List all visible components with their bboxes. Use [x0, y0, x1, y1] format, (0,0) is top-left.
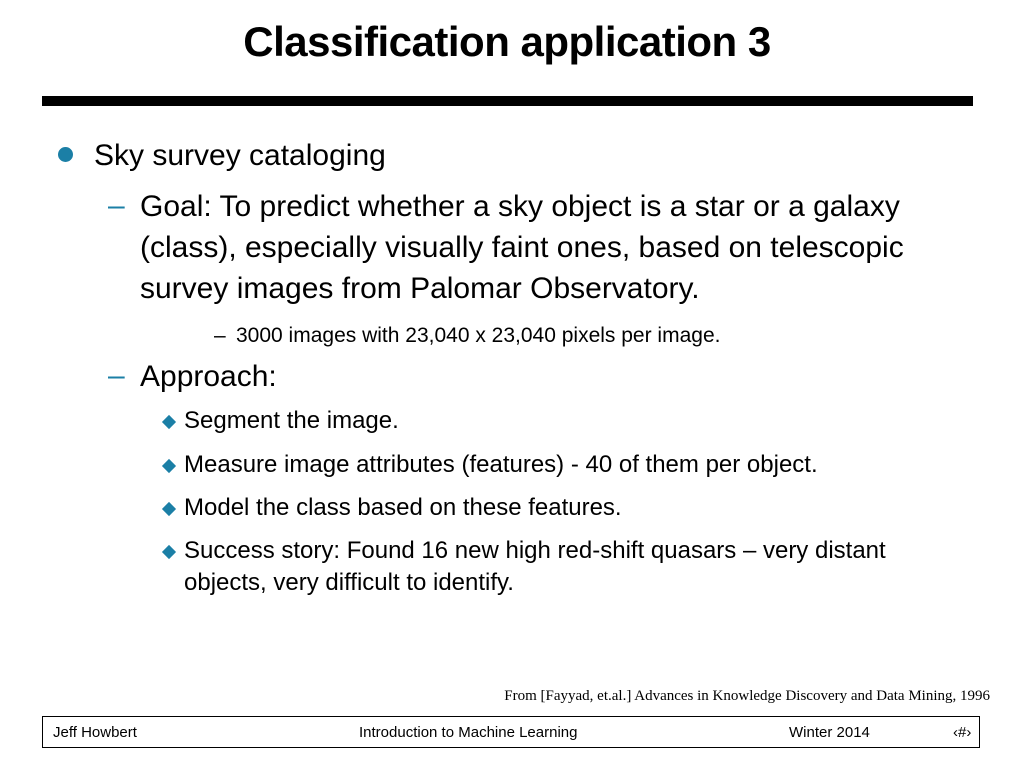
bullet-sky-survey [58, 136, 386, 176]
approach-item [161, 405, 964, 437]
slide-title: Classification application 3 [243, 18, 771, 65]
title-underline [42, 96, 973, 106]
sub-sub-bullet-images [214, 321, 720, 351]
sub-bullet-approach [108, 356, 980, 397]
footer-page-number: ‹#› [953, 724, 972, 741]
dash-bullet-icon: – [214, 324, 226, 347]
round-bullet-icon [58, 147, 73, 162]
bullet-text: Model the class based on these features. [184, 494, 622, 521]
bullet-text: Sky survey cataloging [94, 139, 386, 172]
footer-course: Introduction to Machine Learning [359, 724, 578, 741]
approach-item [161, 449, 964, 481]
diamond-bullet-icon [162, 459, 176, 473]
footer-author: Jeff Howbert [53, 724, 137, 741]
bullet-text: Approach: [140, 360, 277, 393]
approach-item [161, 492, 964, 524]
diamond-bullet-icon [162, 545, 176, 559]
diamond-bullet-icon [162, 415, 176, 429]
diamond-bullet-icon [162, 502, 176, 516]
bullet-text: 3000 images with 23,040 x 23,040 pixels per image. [236, 324, 721, 347]
bullet-text: Success story: Found 16 new high red-shift quasars – very distant objects, very difficult to identify. [184, 537, 886, 596]
approach-item [161, 535, 964, 599]
bullet-text: Goal: To predict whether a sky object is a star or a galaxy (class), especially visually faint ones, based on telescopic survey images from Palomar Observatory. [140, 190, 904, 305]
dash-bullet-icon: – [108, 189, 125, 222]
citation: From [Fayyad, et.al.] Advances in Knowledge Discovery and Data Mining, 1996 [504, 688, 990, 704]
bullet-text: Measure image attributes (features) - 40 of them per object. [184, 451, 818, 478]
footer-term: Winter 2014 [789, 724, 870, 741]
slide-footer [42, 716, 980, 748]
bullet-text: Segment the image. [184, 407, 399, 434]
dash-bullet-icon: – [108, 359, 125, 392]
sub-bullet-goal [108, 186, 980, 309]
